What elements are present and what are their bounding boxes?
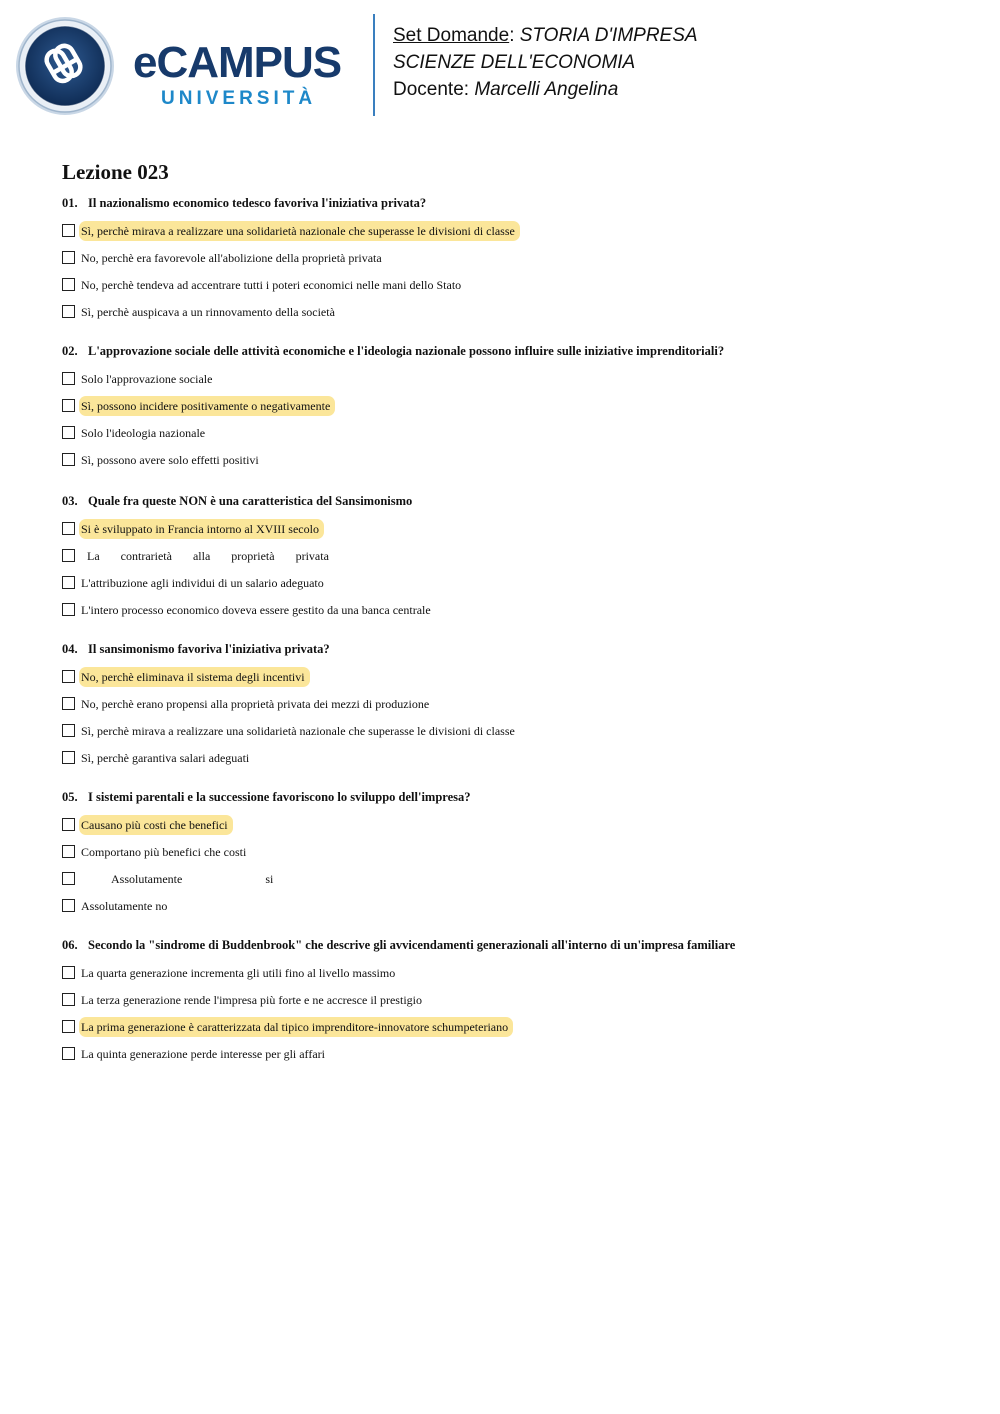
question-block (62, 642, 962, 771)
answer-text: L'attribuzione agli individui di un salario adeguato (81, 575, 324, 590)
question-block (62, 344, 962, 473)
question-number: 03. (62, 494, 78, 508)
answer-text: L'intero processo economico doveva essere gestito da una banca centrale (81, 602, 431, 617)
question-title (62, 196, 962, 211)
answer-text: Comportano più benefici che costi (81, 844, 247, 859)
answer-text: La terza generazione rende l'impresa più forte e ne accresce il prestigio (81, 992, 422, 1007)
answer-checkbox[interactable] (62, 576, 75, 589)
answer-option[interactable] (62, 1013, 962, 1040)
answer-checkbox[interactable] (62, 278, 75, 291)
page-header (0, 0, 1000, 130)
header-divider (373, 14, 375, 116)
question-text: I sistemi parentali e la successione favoriscono lo sviluppo dell'impresa? (88, 790, 471, 804)
answer-option[interactable] (62, 663, 962, 690)
answer-option[interactable] (62, 744, 962, 771)
answer-option[interactable] (62, 542, 962, 569)
answer-checkbox[interactable] (62, 372, 75, 385)
question-number: 04. (62, 642, 78, 656)
answer-checkbox[interactable] (62, 818, 75, 831)
answer-text: Solo l'approvazione sociale (81, 371, 213, 386)
logo-text: eCAMPUS (133, 38, 342, 87)
answer-text: Si è sviluppato in Francia intorno al XVIII secolo (79, 519, 324, 539)
answer-checkbox[interactable] (62, 305, 75, 318)
answer-text: Assolutamente no (81, 898, 168, 913)
question-title (62, 790, 962, 805)
answer-option[interactable] (62, 569, 962, 596)
answer-text: No, perchè eliminava il sistema degli incentivi (79, 667, 310, 687)
answer-option[interactable] (62, 596, 962, 623)
answer-checkbox[interactable] (62, 224, 75, 237)
answer-text: Sì, possono incidere positivamente o negativamente (79, 396, 335, 416)
answer-text: Sì, perchè garantiva salari adeguati (81, 750, 250, 765)
answer-option[interactable] (62, 446, 962, 473)
answer-checkbox[interactable] (62, 603, 75, 616)
question-title (62, 642, 962, 657)
question-text: Il nazionalismo economico tedesco favoriva l'iniziativa privata? (88, 196, 427, 210)
question-title (62, 938, 962, 953)
answer-option[interactable] (62, 986, 962, 1013)
teacher-line (393, 78, 618, 102)
answer-checkbox[interactable] (62, 426, 75, 439)
answer-option[interactable] (62, 392, 962, 419)
answer-option[interactable] (62, 244, 962, 271)
answer-option[interactable] (62, 298, 962, 325)
answer-checkbox[interactable] (62, 1047, 75, 1060)
ecampus-logo (133, 38, 358, 112)
answer-option[interactable] (62, 217, 962, 244)
set-label: Set Domande (393, 25, 510, 46)
question-text: Il sansimonismo favoriva l'iniziativa privata? (88, 642, 330, 656)
logo-subtext: UNIVERSITÀ (161, 88, 317, 109)
teacher-label: Docente: (393, 79, 470, 100)
answer-text: Sì, perchè mirava a realizzare una solidarietà nazionale che superasse le divisioni di classe (79, 221, 520, 241)
question-title (62, 344, 962, 359)
answer-option[interactable] (62, 811, 962, 838)
answer-text: Causano più costi che benefici (79, 815, 233, 835)
answer-option[interactable] (62, 717, 962, 744)
answer-checkbox[interactable] (62, 549, 75, 562)
answer-text: La prima generazione è caratterizzata dal tipico imprenditore-innovatore schumpeteriano (79, 1017, 513, 1037)
question-text: Secondo la "sindrome di Buddenbrook" che descrive gli avvicendamenti generazionali all'interno di un'impresa familiare (88, 938, 736, 952)
question-block (62, 790, 962, 919)
answer-text: La contrarietà alla proprietà privata (87, 548, 329, 563)
answer-checkbox[interactable] (62, 1020, 75, 1033)
question-block (62, 196, 962, 325)
answer-checkbox[interactable] (62, 399, 75, 412)
answer-checkbox[interactable] (62, 453, 75, 466)
answer-option[interactable] (62, 865, 962, 892)
answer-checkbox[interactable] (62, 251, 75, 264)
question-title (62, 494, 962, 509)
set-value: STORIA D'IMPRESA (519, 25, 698, 46)
question-text: L'approvazione sociale delle attività economiche e l'ideologia nazionale possono influire sulle iniziative imprenditoriali? (88, 344, 725, 358)
answer-option[interactable] (62, 419, 962, 446)
answer-text: La quinta generazione perde interesse per gli affari (81, 1046, 325, 1061)
answer-option[interactable] (62, 515, 962, 542)
answer-text: No, perchè erano propensi alla proprietà privata dei mezzi di produzione (81, 696, 430, 711)
answer-text: Sì, possono avere solo effetti positivi (81, 452, 259, 467)
answer-checkbox[interactable] (62, 670, 75, 683)
set-line: Set Domande: STORIA D'IMPRESA (393, 25, 698, 46)
course-line (393, 51, 635, 75)
teacher-name: Marcelli Angelina (474, 79, 619, 100)
question-number: 01. (62, 196, 78, 210)
answer-text: La quarta generazione incrementa gli utili fino al livello massimo (81, 965, 396, 980)
question-block (62, 938, 962, 1067)
answer-checkbox[interactable] (62, 724, 75, 737)
answer-text: No, perchè tendeva ad accentrare tutti i poteri economici nelle mani dello Stato (81, 277, 462, 292)
question-number: 02. (62, 344, 78, 358)
answer-checkbox[interactable] (62, 899, 75, 912)
answer-option[interactable] (62, 365, 962, 392)
answer-option[interactable] (62, 838, 962, 865)
ecampus-emblem-icon (15, 16, 115, 116)
answer-checkbox[interactable] (62, 845, 75, 858)
question-number: 06. (62, 938, 78, 952)
answer-option[interactable] (62, 271, 962, 298)
answer-option[interactable] (62, 1040, 962, 1067)
answer-text: No, perchè era favorevole all'abolizione della proprietà privata (81, 250, 382, 265)
answer-text: Sì, perchè mirava a realizzare una solidarietà nazionale che superasse le divisioni di classe (81, 723, 515, 738)
lesson-title: Lezione 023 (62, 160, 169, 184)
question-number: 05. (62, 790, 78, 804)
answer-checkbox[interactable] (62, 697, 75, 710)
answer-option[interactable] (62, 892, 962, 919)
answer-checkbox[interactable] (62, 872, 75, 885)
answer-checkbox[interactable] (62, 993, 75, 1006)
answer-checkbox[interactable] (62, 751, 75, 764)
question-block (62, 494, 962, 623)
answer-text: Solo l'ideologia nazionale (81, 425, 206, 440)
question-text: Quale fra queste NON è una caratteristica del Sansimonismo (88, 494, 413, 508)
answer-option[interactable] (62, 690, 962, 717)
answer-option[interactable] (62, 959, 962, 986)
answer-checkbox[interactable] (62, 966, 75, 979)
answer-text: Sì, perchè auspicava a un rinnovamento della società (81, 304, 335, 319)
answer-checkbox[interactable] (62, 522, 75, 535)
answer-text: Assolutamente si (111, 871, 274, 886)
course-name: SCIENZE DELL'ECONOMIA (393, 52, 636, 73)
